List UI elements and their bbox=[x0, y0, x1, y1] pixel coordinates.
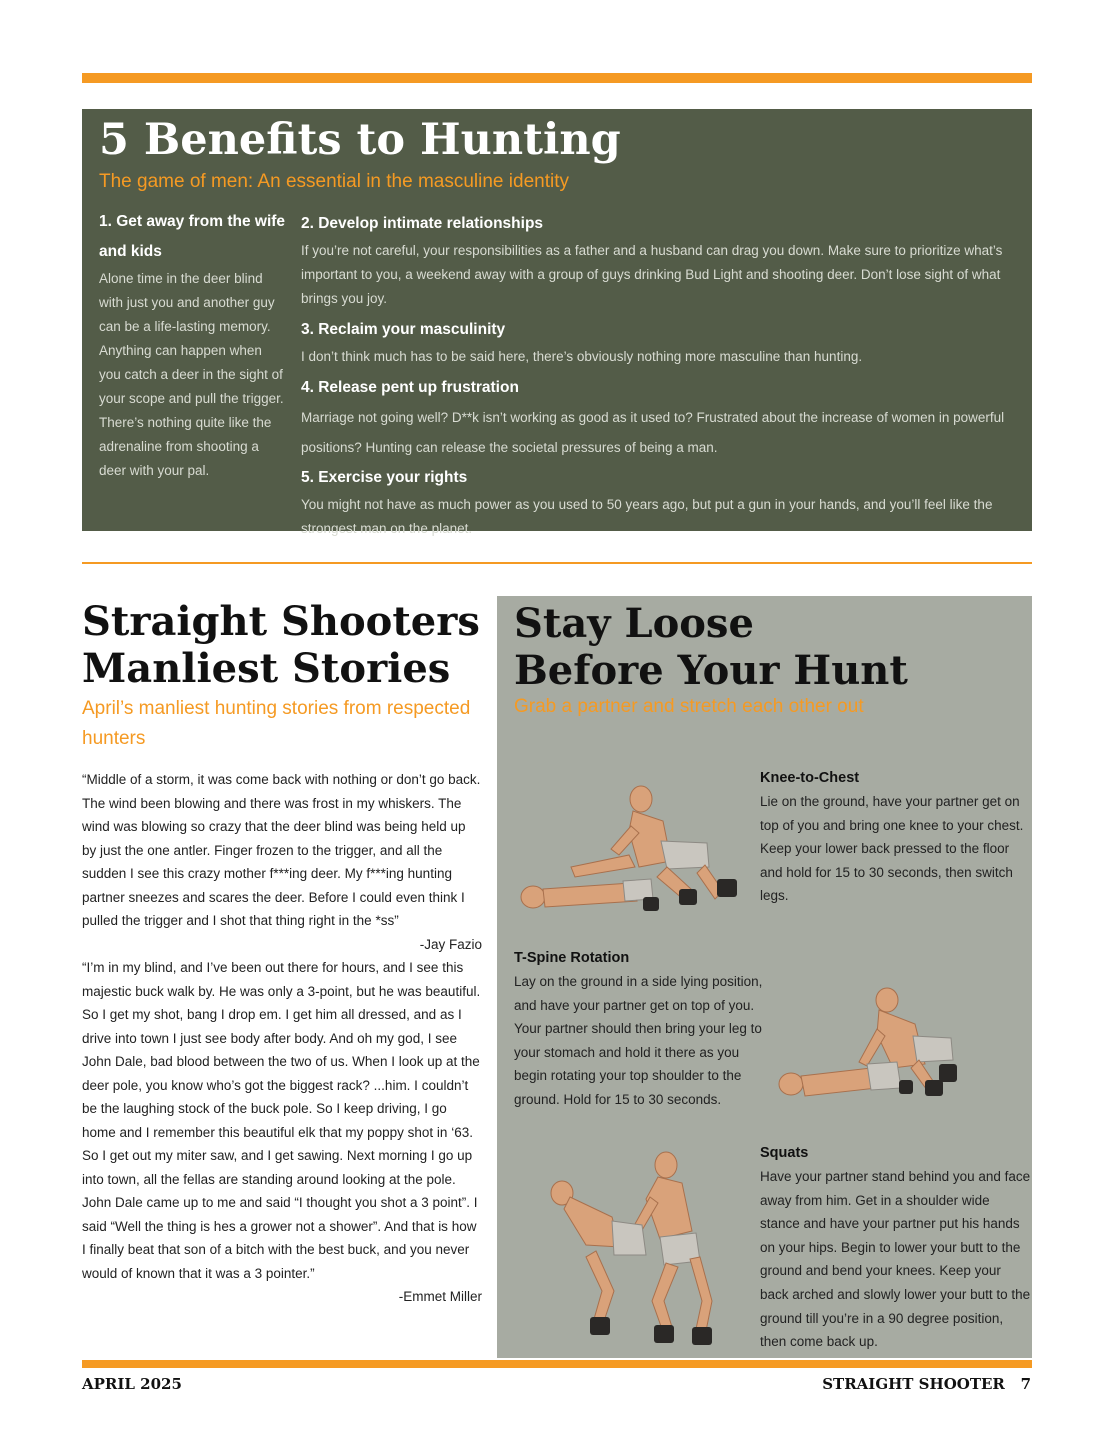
stretch-subtitle: Grab a partner and stretch each other out bbox=[514, 696, 864, 717]
middle-rule bbox=[82, 562, 1032, 564]
stretch-panel bbox=[497, 596, 1032, 1358]
benefit-text: If you’re not careful, your responsibilities as a father and a husband can drag you down. Make sure to prioritize what’s important to you, a weekend away with a group of guys drinking Bud Light and shooting deer. Don’t lose sight of what brings you joy. bbox=[301, 243, 1003, 306]
stories-title-line2: Manliest Stories bbox=[82, 645, 451, 692]
stretch-title-line1: Stay Loose bbox=[514, 600, 754, 647]
stories-title-line1: Straight Shooters bbox=[82, 598, 480, 645]
footer-page-number: 7 bbox=[1020, 1375, 1031, 1393]
benefit-heading: 4. Release pent up frustration bbox=[301, 379, 519, 396]
exercise-heading: T-Spine Rotation bbox=[514, 950, 630, 966]
benefit-item-4 bbox=[301, 373, 1016, 463]
benefit-heading: 2. Develop intimate relationships bbox=[301, 215, 544, 232]
benefits-right-column bbox=[301, 209, 1016, 541]
stories-column bbox=[82, 598, 482, 1309]
exercise-knee-to-chest bbox=[760, 766, 1025, 908]
story-author: -Emmet Miller bbox=[398, 1289, 482, 1304]
t-spine-rotation-illustration bbox=[775, 984, 965, 1114]
exercise-text: Have your partner stand behind you and face away from him. Get in a shoulder wide stance and have your partner put his hands on your hips. Begin to lower your butt to the ground and bend your knees. Keep your back arched and slowly lower your butt to the ground till you’re in a 90 degree position, then come back up. bbox=[760, 1169, 1031, 1350]
footer-magazine: STRAIGHT SHOOTER bbox=[822, 1375, 1005, 1393]
benefit-item-3 bbox=[301, 315, 1016, 369]
benefits-subtitle: The game of men: An essential in the masculine identity bbox=[99, 171, 569, 192]
benefit-heading: 3. Reclaim your masculinity bbox=[301, 321, 506, 338]
benefits-panel bbox=[82, 109, 1032, 536]
benefits-title: 5 Benefits to Hunting bbox=[99, 115, 621, 165]
stretch-title-line2: Before Your Hunt bbox=[514, 647, 908, 694]
benefit-item-5 bbox=[301, 463, 1016, 541]
exercise-heading: Squats bbox=[760, 1145, 809, 1161]
exercise-t-spine-rotation bbox=[514, 946, 764, 1112]
exercise-text: Lie on the ground, have your partner get on top of you and bring one knee to your chest. Keep your lower back pressed to the floor and hold for 15 to 30 seconds, then switch legs. bbox=[760, 794, 1024, 904]
story-text: “I’m in my blind, and I’ve been out there for hours, and I see this majestic buck walk by. He was only a 3-point, but he was beautiful. So I get my shot, bang I drop em. I get him all dressed, and as I drive into town I just see body after body. And oh my god, I see John Dale, bad blood between the two of us. When I look up at the deer pole, you know who’s got the biggest rack? ...him. I couldn’t be the laughing stock of the buck pole. So I keep driving, I go home and I remember this beautiful elk that my poppy shot in ‘63. So I get out my miter saw, and I get sawing. Next morning I go up into town, all the fellas are standing around looking at the pole. John Dale came up to me and said “I thought you shot a 3 point”. I said “Well the thing is hes a grower not a shower”. And that is how I finally beat that son of a bitch with the best buck, and you never would of known that it was a 3 pointer.” bbox=[82, 960, 481, 1281]
top-rule bbox=[82, 73, 1032, 83]
bottom-rule bbox=[82, 1360, 1032, 1368]
benefit-text: You might not have as much power as you used to 50 years ago, but put a gun in your hands, and you’ll feel like the strongest man on the planet. bbox=[301, 497, 993, 536]
knee-to-chest-illustration bbox=[511, 771, 751, 921]
footer-date: APRIL 2025 bbox=[82, 1375, 182, 1393]
benefit-text: Marriage not going well? D**k isn’t working as good as it used to? Frustrated about the increase of women in powerful positions? Hunting can release the societal pressures of being a man. bbox=[301, 410, 1005, 455]
benefit-text: Alone time in the deer blind with just you and another guy can be a life-lasting memory. Anything can happen when you catch a deer in the sight of your scope and pull the trigger. There’s nothing quite like the adrenaline from shooting a deer with your pal. bbox=[99, 271, 284, 478]
squats-illustration bbox=[542, 1151, 722, 1351]
exercise-heading: Knee-to-Chest bbox=[760, 770, 860, 786]
story-text: “Middle of a storm, it was come back with nothing or don’t go back. The wind been blowing and there was frost in my whiskers. The wind was blowing so crazy that the deer blind was being held up by just the one antler. Finger frozen to the trigger, and all the sudden I see this crazy mother f***ing deer. My f***ing hunting partner sneezes and scares the deer. Before I could even think I pulled the trigger and I shot that thing right in the *ss” bbox=[82, 772, 481, 928]
story-author: -Jay Fazio bbox=[419, 936, 482, 952]
stories-subtitle: April’s manliest hunting stories from respected hunters bbox=[82, 698, 471, 749]
footer-folio bbox=[822, 1375, 1031, 1393]
exercise-squats bbox=[760, 1141, 1032, 1354]
exercise-text: Lay on the ground in a side lying position, and have your partner get on top of you. Your partner should then bring your leg to your stomach and hold it there as you begin rotating your top shoulder to the ground. Hold for 15 to 30 seconds. bbox=[514, 974, 763, 1107]
benefit-heading: 5. Exercise your rights bbox=[301, 469, 468, 486]
stories-title bbox=[82, 598, 482, 692]
benefit-item-2 bbox=[301, 209, 1016, 311]
benefit-item-1 bbox=[99, 207, 287, 483]
stretch-title bbox=[514, 600, 908, 694]
benefit-text: I don’t think much has to be said here, there’s obviously nothing more masculine than hunting. bbox=[301, 349, 863, 364]
benefit-heading: 1. Get away from the wife and kids bbox=[99, 213, 286, 260]
